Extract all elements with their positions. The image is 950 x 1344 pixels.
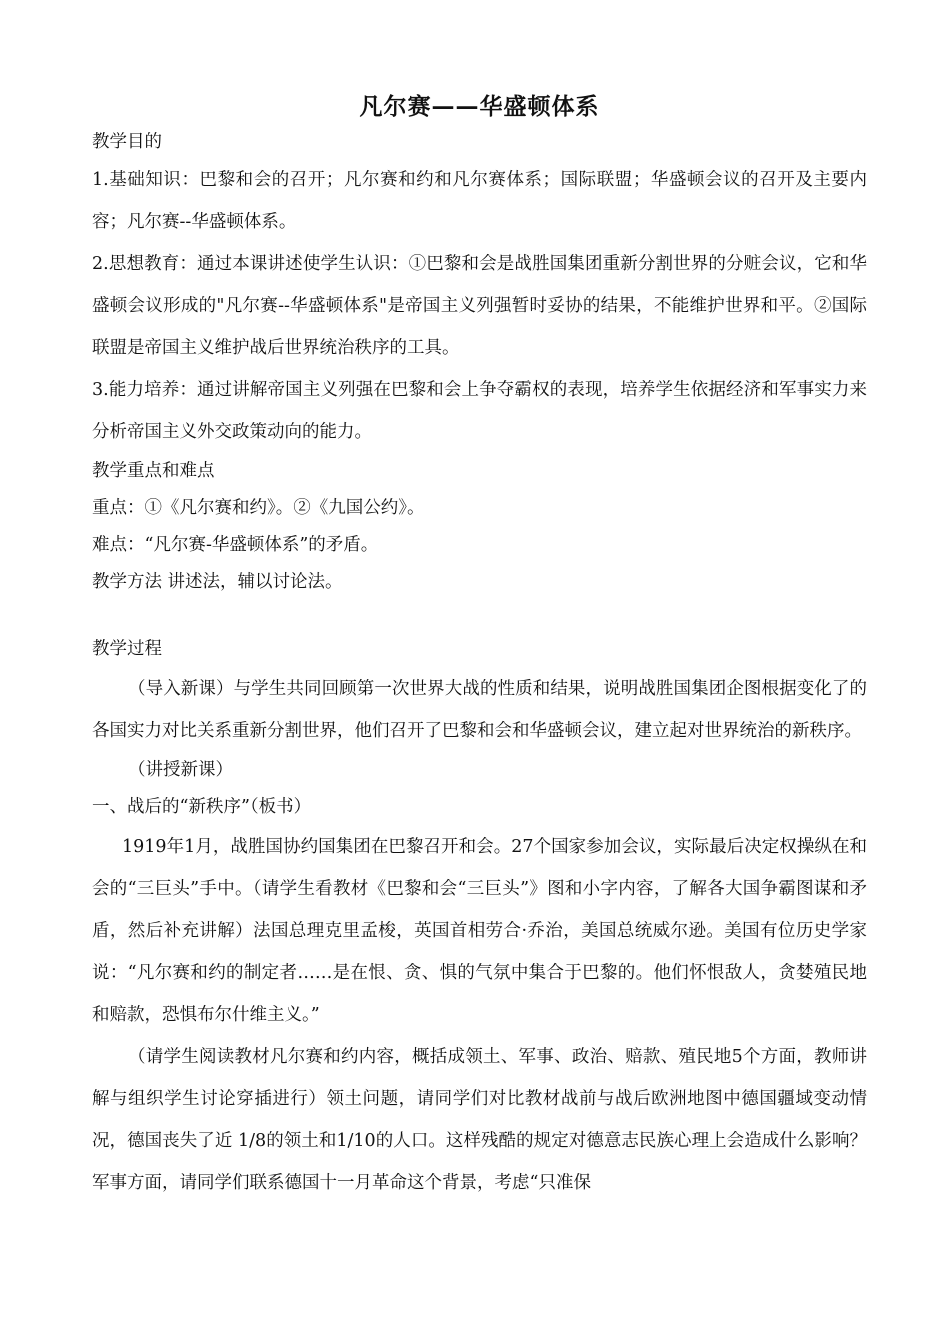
teaching-method: 教学方法 讲述法，辅以讨论法。 (92, 572, 343, 592)
document-page (92, 92, 867, 1204)
blank-line (92, 601, 867, 631)
goals-heading: 教学目的 (92, 132, 162, 152)
paris-conference-paragraph: 1919年1月，战胜国协约国集团在巴黎召开和会。27个国家参加会议，实际最后决定权操纵在和会的“三巨头”手中。（请学生看教材《巴黎和会“三巨头”》图和小字内容，了解各大国争霸图谋和矛盾，然后补充讲解）法国总理克里孟梭，英国首相劳合·乔治，美国总统威尔逊。美国有位历史学家说：“凡尔赛和约的制定者……是在恨、贪、惧的气氛中集合于巴黎的。他们怀恨敌人，贪婪殖民地和赔款，恐惧布尔什维主义。” (92, 837, 867, 1025)
goal-knowledge: 1.基础知识：巴黎和会的召开；凡尔赛和约和凡尔赛体系；国际联盟；华盛顿会议的召开及主要内容；凡尔赛--华盛顿体系。 (92, 170, 867, 232)
versailles-treaty-paragraph: （请学生阅读教材凡尔赛和约内容，概括成领土、军事、政治、赔款、殖民地5个方面，教师讲解与组织学生讨论穿插进行）领土问题，请同学们对比教材战前与战后欧洲地图中德国疆域变动情况，德国丧失了近 1/8的领土和1/10的人口。这样残酷的规定对德意志民族心理上会造成什么影响？军事方面，请同学们联系德国十一月革命这个背景，考虑“只准保 (92, 1047, 867, 1193)
part1-heading: 一、战后的“新秩序”（板书） (92, 797, 312, 817)
key-points: 重点：①《凡尔赛和约》。②《九国公约》。 (92, 498, 425, 518)
goal-ideology: 2.思想教育：通过本课讲述使学生认识：①巴黎和会是战胜国集团重新分割世界的分赃会议，它和华盛顿会议形成的"凡尔赛--华盛顿体系"是帝国主义列强暂时妥协的结果，不能维护世界和平。②国际联盟是帝国主义维护战后世界统治秩序的工具。 (92, 254, 867, 358)
difficult-points: 难点：“凡尔赛-华盛顿体系”的矛盾。 (92, 535, 379, 555)
key-difficult-heading: 教学重点和难点 (92, 461, 215, 481)
goal-ability: 3.能力培养：通过讲解帝国主义列强在巴黎和会上争夺霸权的表现，培养学生依据经济和军事实力来分析帝国主义外交政策动向的能力。 (92, 380, 867, 442)
teach-label: （讲授新课） (128, 760, 233, 780)
intro-paragraph: （导入新课）与学生共同回顾第一次世界大战的性质和结果，说明战胜国集团企图根据变化了的各国实力对比关系重新分割世界，他们召开了巴黎和会和华盛顿会议，建立起对世界统治的新秩序。 (92, 679, 867, 741)
document-title: 凡尔赛——华盛顿体系 (359, 93, 600, 120)
process-heading: 教学过程 (92, 639, 162, 659)
